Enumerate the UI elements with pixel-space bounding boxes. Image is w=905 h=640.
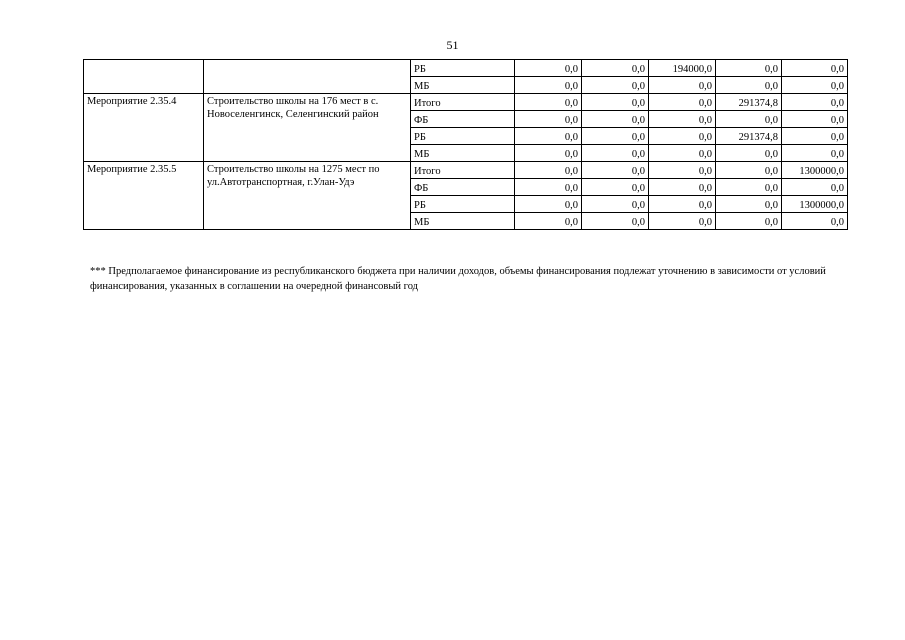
funding-source-cell: ФБ xyxy=(411,179,515,196)
funding-source-cell: РБ xyxy=(411,60,515,77)
value-cell: 0,0 xyxy=(515,162,582,179)
value-cell: 0,0 xyxy=(716,77,782,94)
funding-source-cell: РБ xyxy=(411,196,515,213)
value-cell: 1300000,0 xyxy=(782,162,848,179)
value-cell: 0,0 xyxy=(515,94,582,111)
value-cell: 0,0 xyxy=(716,111,782,128)
value-cell: 0,0 xyxy=(716,213,782,230)
page-number: 51 xyxy=(446,38,459,52)
measure-description-cell: Строительство школы на 176 мест в с. Новоселенгинск, Селенгинский район xyxy=(204,94,411,162)
value-cell: 0,0 xyxy=(782,77,848,94)
measure-label-cell: Мероприятие 2.35.4 xyxy=(84,94,204,162)
value-cell: 194000,0 xyxy=(649,60,716,77)
table-row xyxy=(84,94,848,111)
value-cell: 0,0 xyxy=(716,145,782,162)
value-cell: 0,0 xyxy=(515,111,582,128)
value-cell: 0,0 xyxy=(782,111,848,128)
value-cell: 0,0 xyxy=(515,60,582,77)
value-cell: 0,0 xyxy=(582,111,649,128)
value-cell: 0,0 xyxy=(582,213,649,230)
funding-table xyxy=(83,59,848,230)
value-cell: 0,0 xyxy=(649,128,716,145)
value-cell: 0,0 xyxy=(582,145,649,162)
value-cell: 0,0 xyxy=(582,179,649,196)
value-cell: 0,0 xyxy=(649,94,716,111)
value-cell: 291374,8 xyxy=(716,94,782,111)
value-cell: 0,0 xyxy=(515,213,582,230)
value-cell: 0,0 xyxy=(649,213,716,230)
value-cell: 0,0 xyxy=(782,145,848,162)
value-cell: 0,0 xyxy=(782,213,848,230)
empty-label-cell xyxy=(84,60,204,94)
value-cell: 0,0 xyxy=(716,196,782,213)
value-cell: 0,0 xyxy=(515,196,582,213)
funding-source-cell: МБ xyxy=(411,213,515,230)
value-cell: 0,0 xyxy=(582,60,649,77)
value-cell: 0,0 xyxy=(782,179,848,196)
funding-source-cell: ФБ xyxy=(411,111,515,128)
table-row xyxy=(84,162,848,179)
value-cell: 0,0 xyxy=(515,179,582,196)
value-cell: 0,0 xyxy=(582,162,649,179)
funding-source-cell: Итого xyxy=(411,162,515,179)
value-cell: 0,0 xyxy=(649,179,716,196)
value-cell: 0,0 xyxy=(515,145,582,162)
value-cell: 0,0 xyxy=(649,162,716,179)
value-cell: 0,0 xyxy=(782,128,848,145)
value-cell: 291374,8 xyxy=(716,128,782,145)
table-row xyxy=(84,60,848,77)
value-cell: 1300000,0 xyxy=(782,196,848,213)
empty-desc-cell xyxy=(204,60,411,94)
value-cell: 0,0 xyxy=(782,94,848,111)
value-cell: 0,0 xyxy=(649,145,716,162)
value-cell: 0,0 xyxy=(716,60,782,77)
measure-description-cell: Строительство школы на 1275 мест по ул.Автотранспортная, г.Улан-Удэ xyxy=(204,162,411,230)
value-cell: 0,0 xyxy=(782,60,848,77)
value-cell: 0,0 xyxy=(582,77,649,94)
value-cell: 0,0 xyxy=(515,128,582,145)
funding-source-cell: МБ xyxy=(411,145,515,162)
value-cell: 0,0 xyxy=(649,77,716,94)
funding-source-cell: РБ xyxy=(411,128,515,145)
value-cell: 0,0 xyxy=(582,128,649,145)
value-cell: 0,0 xyxy=(716,179,782,196)
measure-label-cell: Мероприятие 2.35.5 xyxy=(84,162,204,230)
funding-source-cell: Итого xyxy=(411,94,515,111)
value-cell: 0,0 xyxy=(716,162,782,179)
value-cell: 0,0 xyxy=(582,196,649,213)
funding-source-cell: МБ xyxy=(411,77,515,94)
footnote: *** Предполагаемое финансирование из республиканского бюджета при наличии доходов, объемы финансирования подлежат уточнению в зависимости от условий финансирования, указанных в соглашении на очередной финансовый год xyxy=(90,266,826,292)
value-cell: 0,0 xyxy=(649,111,716,128)
value-cell: 0,0 xyxy=(582,94,649,111)
value-cell: 0,0 xyxy=(649,196,716,213)
value-cell: 0,0 xyxy=(515,77,582,94)
